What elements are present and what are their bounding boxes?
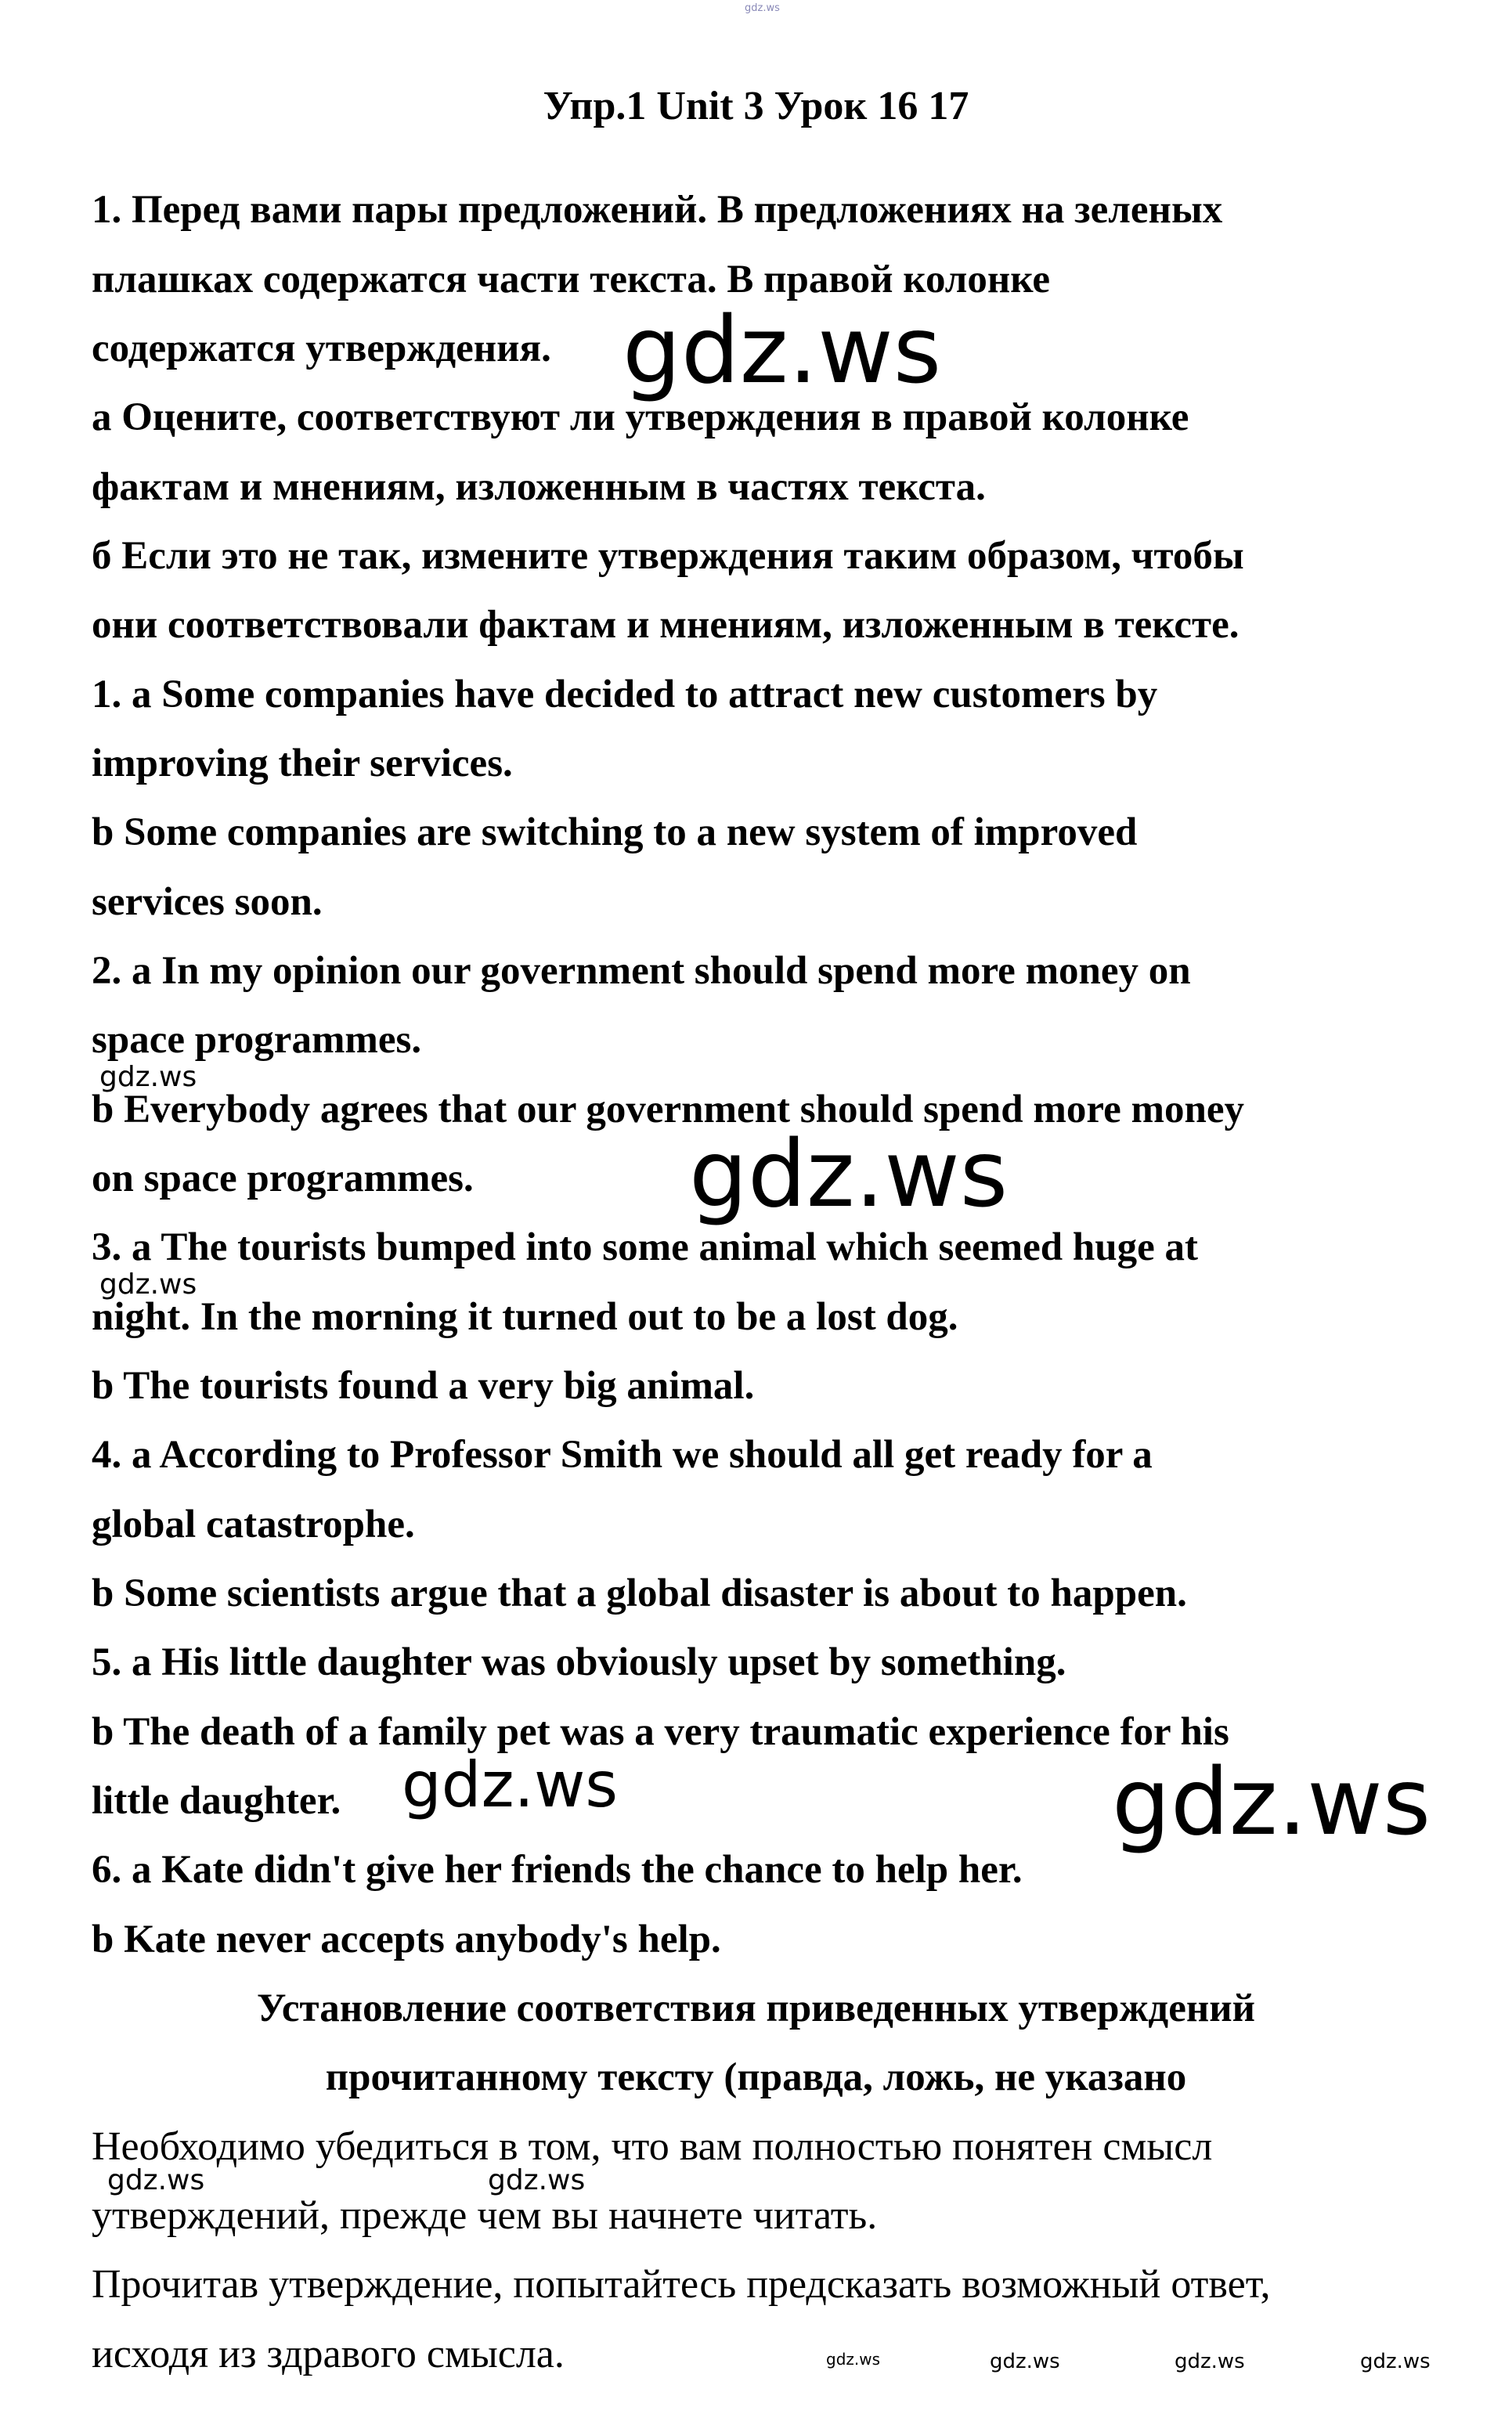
watermark: gdz.ws (107, 2164, 205, 2196)
sentence-line: b Some companies are switching to a new system of improved (92, 810, 1138, 854)
advice-line: Прочитав утверждение, попытайтесь предсказать возможный ответ, (92, 2262, 1271, 2307)
sentence-line: b The death of a family pet was a very traumatic experience for his (92, 1710, 1229, 1754)
task-line: фактам и мнениям, изложенным в частях текста. (92, 465, 986, 509)
sentence-line: little daughter. (92, 1779, 341, 1823)
advice-line: исходя из здравого смысла. (92, 2332, 565, 2376)
watermark: gdz.ws (488, 2164, 586, 2196)
watermark: gdz.ws (1112, 1748, 1431, 1856)
section-heading: прочитанному тексту (правда, ложь, не указано (325, 2055, 1187, 2099)
sentence-line: space programmes. (92, 1018, 422, 1062)
watermark: gdz.ws (402, 1748, 619, 1821)
watermark: gdz.ws (689, 1120, 1009, 1228)
sentence-line: improving their services. (92, 742, 513, 785)
task-line: содержатся утверждения. (92, 327, 551, 370)
watermark: gdz.ws (622, 296, 942, 404)
sentence-line: global catastrophe. (92, 1503, 415, 1546)
sentence-line: 1. a Some companies have decided to attract new customers by (92, 673, 1158, 716)
sentence-line: b Everybody agrees that our government should spend more money (92, 1088, 1244, 1131)
sentence-line: b The tourists found a very big animal. (92, 1364, 755, 1408)
sentence-line: 6. a Kate didn't give her friends the chance to help her. (92, 1848, 1023, 1892)
sentence-line: services soon. (92, 880, 323, 924)
page-title: Упр.1 Unit 3 Урок 16 17 (543, 84, 969, 128)
watermark: gdz.ws (99, 1061, 197, 1093)
sentence-line: 5. a His little daughter was obviously upset by something. (92, 1640, 1066, 1684)
task-line: а Оцените, соответствуют ли утверждения в правой колонке (92, 395, 1189, 439)
task-line: они соответствовали фактам и мнениям, изложенным в тексте. (92, 603, 1240, 647)
task-line: 1. Перед вами пары предложений. В предложениях на зеленых (92, 188, 1223, 232)
watermark: gdz.ws (826, 2350, 881, 2369)
sentence-line: b Kate never accepts anybody's help. (92, 1918, 721, 1961)
task-line: б Если это не так, измените утверждения таким образом, чтобы (92, 534, 1244, 578)
watermark: gdz.ws (990, 2350, 1060, 2373)
watermark: gdz.ws (1175, 2350, 1245, 2373)
section-heading: Установление соответствия приведенных утверждений (256, 1987, 1256, 2030)
sentence-line: b Some scientists argue that a global disaster is about to happen. (92, 1572, 1187, 1615)
sentence-line: 2. a In my opinion our government should spend more money on (92, 949, 1191, 993)
sentence-line: 4. a According to Professor Smith we should all get ready for a (92, 1433, 1153, 1477)
advice-line: Необходимо убедиться в том, что вам полностью понятен смысл (92, 2124, 1213, 2169)
sentence-line: on space programmes. (92, 1157, 474, 1200)
sentence-line: night. In the morning it turned out to be a lost dog. (92, 1295, 958, 1339)
advice-line: утверждений, прежде чем вы начнете читать. (92, 2193, 878, 2238)
watermark: gdz.ws (1360, 2350, 1431, 2373)
task-line: плашках содержатся части текста. В правой колонке (92, 258, 1051, 301)
header-watermark: gdz.ws (745, 2, 780, 14)
watermark: gdz.ws (99, 1268, 197, 1301)
sentence-line: 3. a The tourists bumped into some animal which seemed huge at (92, 1225, 1198, 1269)
